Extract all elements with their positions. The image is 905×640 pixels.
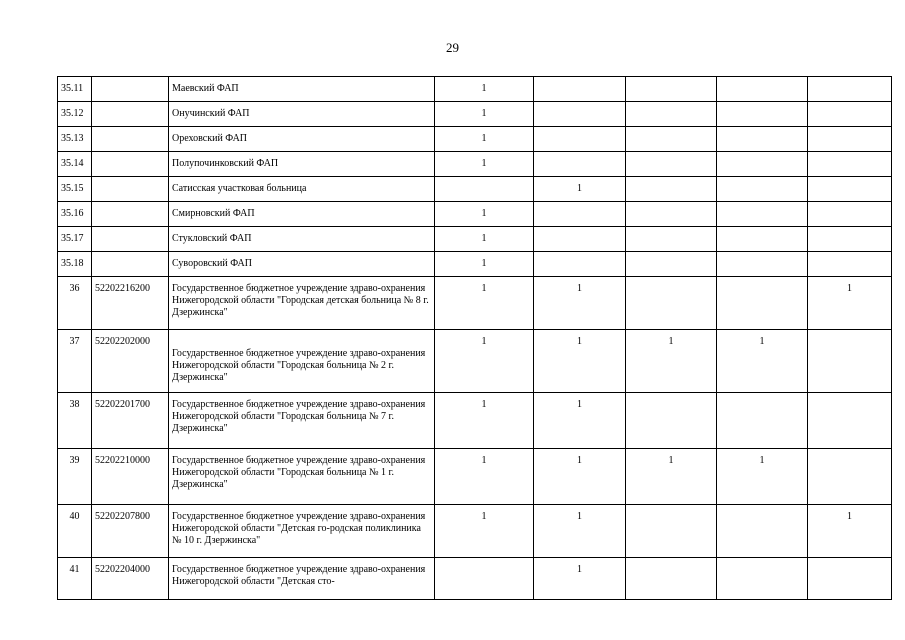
row-name: Маевский ФАП — [169, 77, 435, 102]
row-value-3 — [626, 127, 717, 152]
table-row — [58, 227, 892, 252]
row-value-3 — [626, 252, 717, 277]
row-number: 35.11 — [58, 77, 92, 102]
row-name: Ореховский ФАП — [169, 127, 435, 152]
row-value-2 — [534, 77, 626, 102]
row-code — [92, 202, 169, 227]
row-value-4 — [717, 177, 808, 202]
row-value-3 — [626, 558, 717, 600]
row-code — [92, 77, 169, 102]
row-value-1: 1 — [435, 202, 534, 227]
row-code — [92, 227, 169, 252]
row-value-4 — [717, 227, 808, 252]
row-value-3 — [626, 393, 717, 449]
row-value-4 — [717, 202, 808, 227]
table-row — [58, 277, 892, 330]
row-name: Стукловский ФАП — [169, 227, 435, 252]
row-number: 35.16 — [58, 202, 92, 227]
table-row — [58, 252, 892, 277]
row-value-1: 1 — [435, 77, 534, 102]
row-value-2 — [534, 202, 626, 227]
row-value-4 — [717, 152, 808, 177]
row-name: Государственное бюджетное учреждение здраво-охранения Нижегородской области "Городская больница № 2 г. Дзержинска" — [172, 348, 426, 383]
row-name: Государственное бюджетное учреждение здраво-охранения Нижегородской области "Городская детская больница № 8 г. Дзержинска" — [169, 277, 435, 330]
row-value-4 — [717, 77, 808, 102]
row-code — [92, 177, 169, 202]
table-row — [58, 393, 892, 449]
row-code: 52202207800 — [92, 505, 169, 558]
row-name: Онучинский ФАП — [169, 102, 435, 127]
row-value-4 — [717, 393, 808, 449]
row-value-1 — [435, 177, 534, 202]
row-number: 35.14 — [58, 152, 92, 177]
row-code: 52202201700 — [92, 393, 169, 449]
row-value-2: 1 — [534, 277, 626, 330]
row-value-2 — [534, 227, 626, 252]
table-row — [58, 202, 892, 227]
row-value-3 — [626, 152, 717, 177]
row-value-1: 1 — [435, 227, 534, 252]
row-value-2 — [534, 102, 626, 127]
row-number: 39 — [58, 449, 92, 505]
row-value-5 — [808, 227, 892, 252]
row-value-1: 1 — [435, 102, 534, 127]
table-row — [58, 449, 892, 505]
row-name: Смирновский ФАП — [169, 202, 435, 227]
row-value-5 — [808, 127, 892, 152]
row-value-5 — [808, 77, 892, 102]
row-value-5 — [808, 330, 892, 393]
row-value-4 — [717, 558, 808, 600]
row-value-4 — [717, 505, 808, 558]
row-value-5 — [808, 252, 892, 277]
row-value-3 — [626, 202, 717, 227]
row-value-3 — [626, 77, 717, 102]
row-value-1: 1 — [435, 127, 534, 152]
row-value-1: 1 — [435, 252, 534, 277]
row-value-4 — [717, 127, 808, 152]
row-value-5 — [808, 177, 892, 202]
row-number: 37 — [58, 330, 92, 393]
row-name: Сатисская участковая больница — [169, 177, 435, 202]
row-value-5 — [808, 558, 892, 600]
table-row — [58, 505, 892, 558]
row-number: 35.18 — [58, 252, 92, 277]
row-number: 36 — [58, 277, 92, 330]
row-value-5 — [808, 102, 892, 127]
row-name: Суворовский ФАП — [169, 252, 435, 277]
row-value-1: 1 — [435, 449, 534, 505]
row-value-4 — [717, 102, 808, 127]
row-value-2: 1 — [534, 558, 626, 600]
row-name: Государственное бюджетное учреждение здраво-охранения Нижегородской области "Детская го-родская поликлиника № 10 г. Дзержинска" — [169, 505, 435, 558]
row-value-5 — [808, 202, 892, 227]
table-row — [58, 127, 892, 152]
row-value-3 — [626, 277, 717, 330]
table-row — [58, 152, 892, 177]
row-name: Государственное бюджетное учреждение здраво-охранения Нижегородской области "Городская больница № 1 г. Дзержинска" — [169, 449, 435, 505]
row-code — [92, 127, 169, 152]
row-value-3: 1 — [626, 449, 717, 505]
row-value-4 — [717, 277, 808, 330]
row-value-4: 1 — [717, 330, 808, 393]
row-value-2: 1 — [534, 449, 626, 505]
row-value-1 — [435, 558, 534, 600]
row-code: 52202204000 — [92, 558, 169, 600]
row-number: 41 — [58, 558, 92, 600]
row-number: 35.13 — [58, 127, 92, 152]
row-code — [92, 152, 169, 177]
row-value-1: 1 — [435, 277, 534, 330]
row-value-5: 1 — [808, 505, 892, 558]
row-value-3: 1 — [626, 330, 717, 393]
row-name: Полупочинковский ФАП — [169, 152, 435, 177]
row-number: 35.15 — [58, 177, 92, 202]
row-value-5 — [808, 152, 892, 177]
row-value-3 — [626, 227, 717, 252]
row-value-1: 1 — [435, 505, 534, 558]
row-value-2: 1 — [534, 505, 626, 558]
row-number: 38 — [58, 393, 92, 449]
row-code — [92, 102, 169, 127]
page-number: 29 — [446, 40, 459, 55]
table-row — [58, 330, 892, 393]
row-name-cell — [169, 330, 435, 393]
row-value-4: 1 — [717, 449, 808, 505]
row-code: 52202210000 — [92, 449, 169, 505]
row-value-5: 1 — [808, 277, 892, 330]
row-value-3 — [626, 505, 717, 558]
row-value-2 — [534, 152, 626, 177]
row-name: Государственное бюджетное учреждение здраво-охранения Нижегородской области "Детская сто- — [169, 558, 435, 600]
row-value-2: 1 — [534, 393, 626, 449]
facilities-table — [57, 76, 892, 600]
row-number: 40 — [58, 505, 92, 558]
row-value-5 — [808, 393, 892, 449]
row-number: 35.12 — [58, 102, 92, 127]
row-value-1: 1 — [435, 393, 534, 449]
row-value-2: 1 — [534, 177, 626, 202]
row-code: 52202216200 — [92, 277, 169, 330]
row-value-3 — [626, 177, 717, 202]
row-value-2 — [534, 252, 626, 277]
row-value-5 — [808, 449, 892, 505]
table-row — [58, 102, 892, 127]
row-value-3 — [626, 102, 717, 127]
row-value-1: 1 — [435, 330, 534, 393]
row-value-1: 1 — [435, 152, 534, 177]
row-number: 35.17 — [58, 227, 92, 252]
row-value-4 — [717, 252, 808, 277]
row-code: 52202202000 — [92, 330, 169, 393]
table-row — [58, 77, 892, 102]
table-row — [58, 558, 892, 600]
row-name: Государственное бюджетное учреждение здраво-охранения Нижегородской области "Городская больница № 7 г. Дзержинска" — [169, 393, 435, 449]
row-code — [92, 252, 169, 277]
row-value-2: 1 — [534, 330, 626, 393]
table-row — [58, 177, 892, 202]
row-value-2 — [534, 127, 626, 152]
